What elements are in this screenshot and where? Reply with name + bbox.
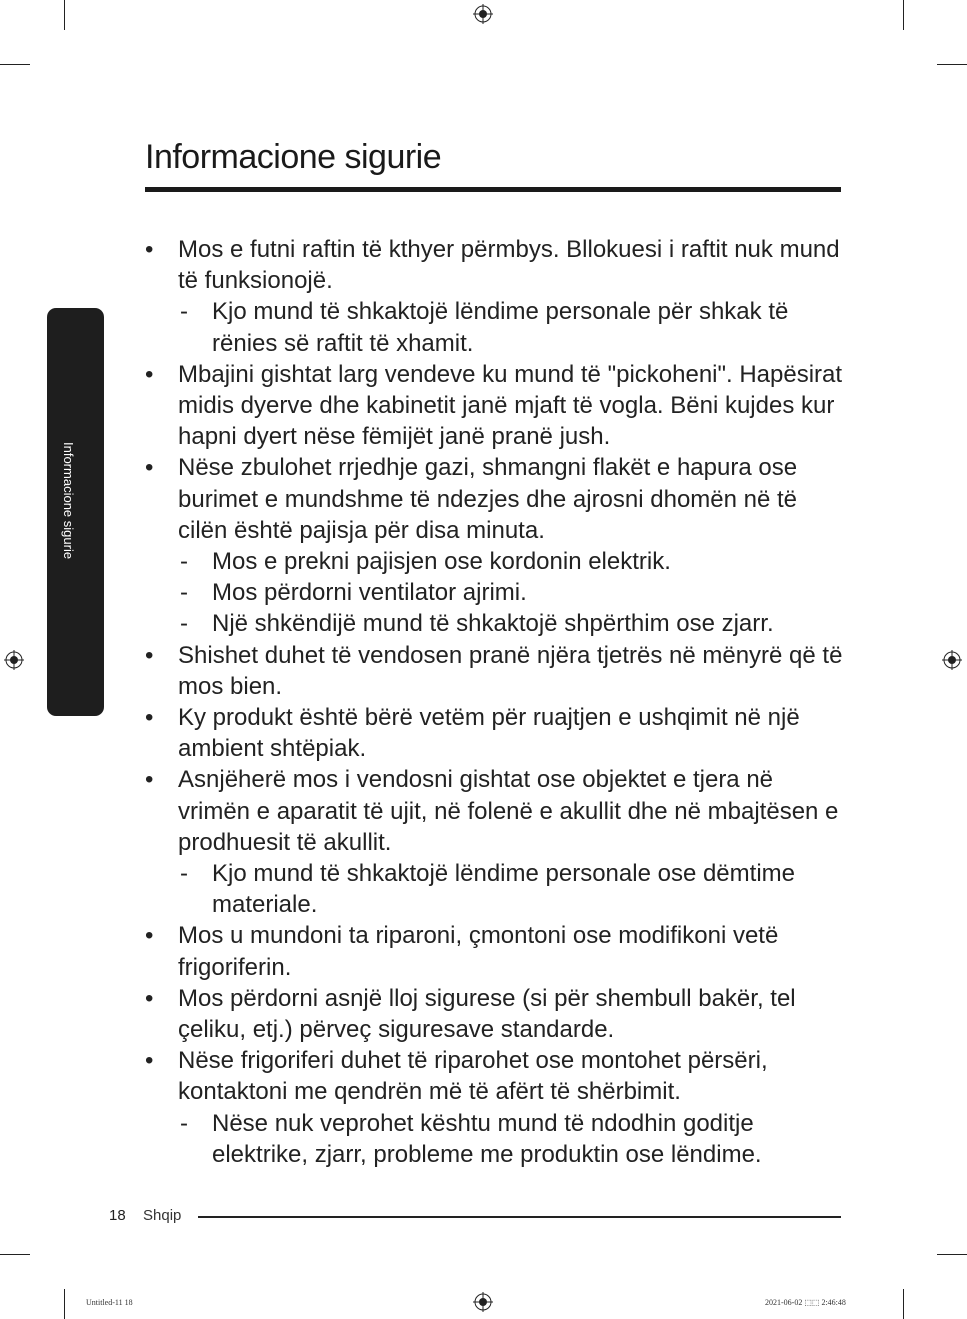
dash-icon: - xyxy=(180,860,188,888)
list-item xyxy=(145,359,845,453)
footer-language: Shqip xyxy=(143,1207,182,1224)
crop-mark xyxy=(64,0,65,30)
list-item-text: Mos përdorni asnjë lloj sigurese (si për shembull bakër, tel çeliku, etj.) përveç siguresave standarde. xyxy=(178,984,796,1044)
list-item-text: Nëse zbulohet rrjedhje gazi, shmangni flakët e hapura ose burimet e mundshme të ndezjes dhe ajrosni dhomën në të cilën është pajisja për disa minuta. xyxy=(178,454,798,544)
list-item xyxy=(145,764,845,858)
dash-icon: - xyxy=(180,1109,188,1137)
list-item-text: Ky produkt është bërë vetëm për ruajtjen e ushqimit në një ambient shtëpiak. xyxy=(178,704,800,763)
registration-mark-icon xyxy=(942,650,962,670)
sub-list-item xyxy=(145,858,845,920)
crop-mark xyxy=(903,1289,904,1319)
dash-icon: - xyxy=(180,298,188,326)
sub-list-item-text: Kjo mund të shkaktojë lëndime personale për shkak të rënies së raftit të xhamit. xyxy=(212,298,789,357)
crop-mark xyxy=(0,64,30,65)
list-item xyxy=(145,920,845,982)
sub-list-item xyxy=(145,546,845,577)
list-item xyxy=(145,1045,845,1107)
sub-list-item xyxy=(145,1108,845,1170)
footer-rule xyxy=(198,1216,841,1218)
dash-icon: - xyxy=(180,579,188,607)
registration-mark-icon xyxy=(473,1292,493,1312)
list-item xyxy=(145,234,845,296)
sub-list-item-text: Një shkëndijë mund të shkaktojë shpërthim ose zjarr. xyxy=(212,610,774,638)
list-item-text: Mbajini gishtat larg vendeve ku mund të "pickoheni". Hapësirat midis dyerve dhe kabinetit janë mjaft të vogla. Bëni kujdes kur hapni dyert nëse fëmijët janë pranë jush. xyxy=(178,360,843,451)
list-item-text: Mos e futni raftin të kthyer përmbys. Bllokuesi i raftit nuk mund të funksionojë. xyxy=(178,236,840,295)
safety-list xyxy=(145,234,845,1170)
sub-list-item xyxy=(145,577,845,608)
registration-mark-icon xyxy=(473,4,493,24)
list-item-text: Mos u mundoni ta riparoni, çmontoni ose modifikoni vetë frigoriferin. xyxy=(178,922,779,981)
list-item xyxy=(145,983,845,1045)
bullet-icon: • xyxy=(145,922,154,950)
bullet-icon: • xyxy=(145,704,154,732)
list-item-text: Shishet duhet të vendosen pranë njëra tjetrës në mënyrë që të mos bien. xyxy=(178,641,843,700)
crop-mark xyxy=(937,64,967,65)
bullet-icon: • xyxy=(145,766,154,794)
list-item xyxy=(145,452,845,546)
dash-icon: - xyxy=(180,548,188,576)
sub-list-item-text: Mos e prekni pajisjen ose kordonin elektrik. xyxy=(212,548,671,576)
bullet-icon: • xyxy=(145,236,154,263)
bullet-icon: • xyxy=(145,454,154,482)
list-item xyxy=(145,640,845,702)
crop-mark xyxy=(64,1289,65,1319)
list-item xyxy=(145,702,845,764)
sub-list-item-text: Mos përdorni ventilator ajrimi. xyxy=(212,579,527,607)
section-side-tab-label: Informacione sigurie xyxy=(61,442,76,560)
bullet-icon: • xyxy=(145,360,154,388)
sub-list-item-text: Nëse nuk veprohet kështu mund të ndodhin goditje elektrike, zjarr, probleme me produktin ose lëndime. xyxy=(212,1109,762,1168)
title-rule xyxy=(145,187,841,192)
dash-icon: - xyxy=(180,610,188,638)
sub-list-item xyxy=(145,608,845,639)
list-item-text: Asnjëherë mos i vendosni gishtat ose objektet e tjera në vrimën e aparatit të ujit, në folenë e akullit dhe në mbajtësen e prodhuesit të akullit. xyxy=(178,766,839,856)
list-item-text: Nëse frigoriferi duhet të riparohet ose montohet përsëri, kontaktoni me qendrën më të afërt të shërbimit. xyxy=(178,1047,768,1106)
page-number: 18 xyxy=(109,1207,126,1224)
bullet-icon: • xyxy=(145,641,154,669)
bullet-icon: • xyxy=(145,1047,154,1075)
sub-list-item xyxy=(145,296,845,358)
crop-mark xyxy=(0,1254,30,1255)
crop-mark xyxy=(937,1254,967,1255)
crop-mark xyxy=(903,0,904,30)
print-slug-right: 2021-06-02 ⬚⬚ 2:46:48 xyxy=(765,1298,846,1307)
page-title: Informacione sigurie xyxy=(145,138,442,176)
print-slug-left: Untitled-11 18 xyxy=(86,1298,133,1307)
bullet-icon: • xyxy=(145,984,154,1012)
registration-mark-icon xyxy=(4,650,24,670)
sub-list-item-text: Kjo mund të shkaktojë lëndime personale ose dëmtime materiale. xyxy=(212,860,795,919)
